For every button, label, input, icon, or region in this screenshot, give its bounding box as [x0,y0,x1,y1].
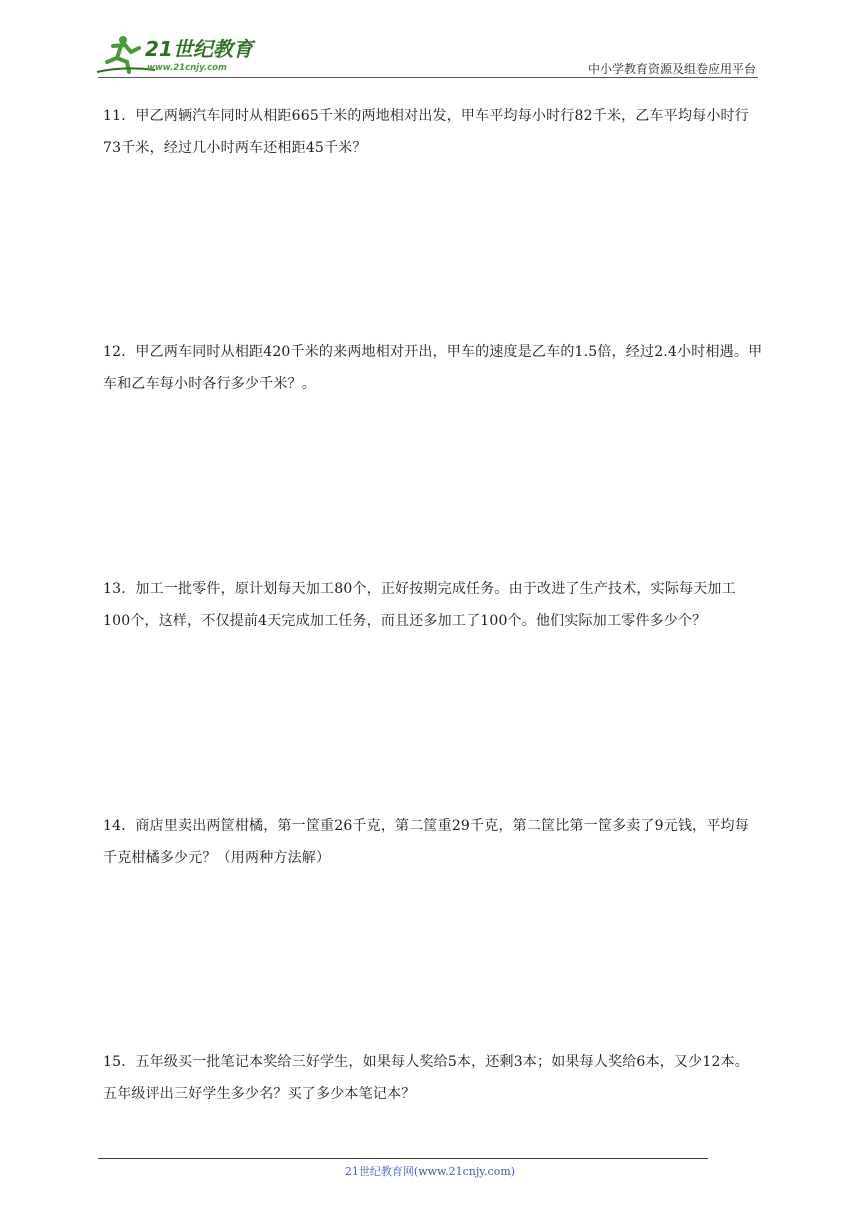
runner-logo-icon [95,32,265,80]
question-13: 13．加工一批零件，原计划每天加工80个，正好按期完成任务。由于改进了生产技术，实际每天加工100个，这样，不仅提前4天完成加工任务，而且还多加工了100个。他们实际加工零件多少个？ [103,581,736,629]
footer-link[interactable]: 21世纪教育网(www.21cnjy.com) [344,1165,516,1178]
question-15: 15．五年级买一批笔记本奖给三好学生，如果每人奖给5本，还剩3本；如果每人奖给6本，又少12本。五年级评出三好学生多少名？买了多少本笔记本？ [103,1054,749,1102]
footer-divider [98,1158,708,1159]
platform-title: 中小学教育资源及组卷应用平台 [587,62,756,76]
question-12: 12．甲乙两车同时从相距420千米的来两地相对开出，甲车的速度是乙车的1.5倍，经过2.4小时相遇。甲车和乙车每小时各行多少千米？。 [103,344,763,392]
header-divider [98,77,758,78]
site-logo[interactable] [95,32,265,80]
question-11: 11．甲乙两辆汽车同时从相距665千米的两地相对出发，甲车平均每小时行82千米，乙车平均每小时行73千米，经过几小时两车还相距45千米？ [103,108,749,156]
question-14: 14．商店里卖出两筐柑橘，第一筐重26千克，第二筐重29千克，第二筐比第一筐多卖了9元钱，平均每千克柑橘多少元？（用两种方法解） [103,818,749,866]
logo-url: www.21cnjy.com [147,63,227,73]
logo-text: 21世纪教育 [145,37,253,61]
page-header [0,0,860,80]
